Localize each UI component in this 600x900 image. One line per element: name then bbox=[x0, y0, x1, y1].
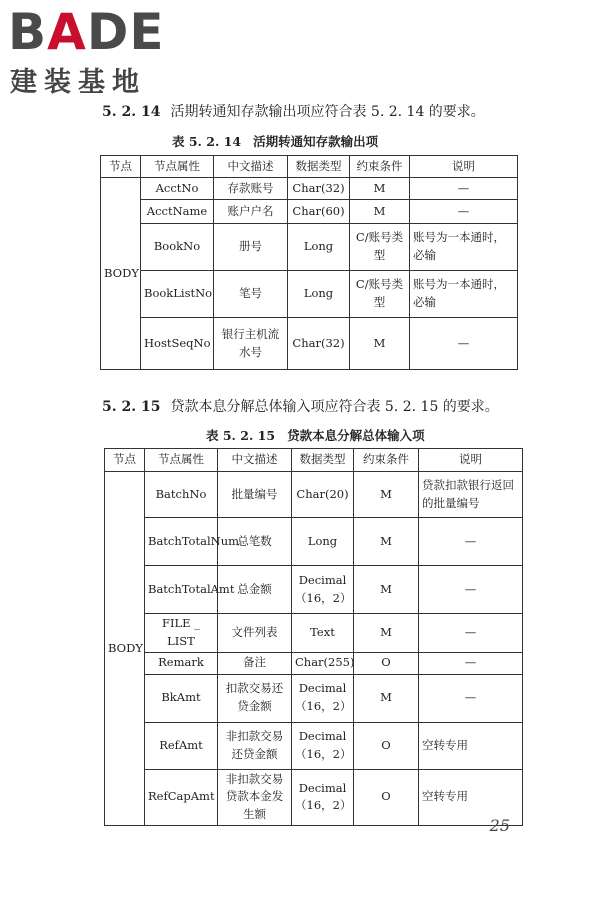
header-cell: 数据类型 bbox=[292, 449, 354, 472]
section-5-2-15 bbox=[102, 396, 499, 416]
table-cell: BkAmt bbox=[145, 674, 218, 722]
table-row bbox=[105, 472, 523, 518]
header-cell: 约束条件 bbox=[354, 449, 419, 472]
logo-subtitle: 建装基地 bbox=[10, 67, 146, 98]
table-cell: M bbox=[354, 566, 419, 614]
table-cell: Char(255) bbox=[292, 652, 354, 674]
table-row bbox=[105, 566, 523, 614]
table-cell: — bbox=[410, 318, 518, 370]
table-row bbox=[105, 614, 523, 653]
section-number: 5. 2. 14 bbox=[102, 104, 161, 120]
table-row bbox=[105, 674, 523, 722]
table-cell: FILE _ LIST bbox=[145, 614, 218, 653]
header-cell: 说明 bbox=[419, 449, 523, 472]
table-cell: M bbox=[354, 614, 419, 653]
table-row bbox=[101, 224, 518, 271]
table-cell: M bbox=[354, 674, 419, 722]
caption-text: 贷款本息分解总体输入项 bbox=[287, 428, 425, 443]
table-cell: AcctName bbox=[141, 200, 214, 224]
table-cell: — bbox=[419, 652, 523, 674]
table-cell: Long bbox=[292, 518, 354, 566]
table-cell: Char(20) bbox=[292, 472, 354, 518]
table-header-row bbox=[101, 156, 518, 178]
table-row bbox=[105, 769, 523, 825]
table-row bbox=[101, 200, 518, 224]
table-cell: Decimal（16，2） bbox=[292, 566, 354, 614]
header-cell: 约束条件 bbox=[350, 156, 410, 178]
caption-text: 活期转通知存款输出项 bbox=[253, 134, 379, 149]
table-cell: Remark bbox=[145, 652, 218, 674]
table-header-row bbox=[105, 449, 523, 472]
table-row bbox=[105, 722, 523, 769]
table-cell: Decimal（16，2） bbox=[292, 769, 354, 825]
table-caption-1 bbox=[172, 132, 378, 150]
header-cell: 中文描述 bbox=[218, 449, 292, 472]
section-text: 贷款本息分解总体输入项应符合表 5. 2. 15 的要求。 bbox=[170, 399, 499, 415]
table-cell: 空转专用 bbox=[419, 722, 523, 769]
table-cell: 账号为一本通时，必输 bbox=[410, 271, 518, 318]
table-cell: M bbox=[354, 472, 419, 518]
table-row bbox=[101, 178, 518, 200]
table-row bbox=[101, 318, 518, 370]
table-row bbox=[105, 652, 523, 674]
table-cell: — bbox=[419, 566, 523, 614]
table-cell: C/账号类型 bbox=[350, 224, 410, 271]
table-row bbox=[101, 271, 518, 318]
table-cell: Decimal（16，2） bbox=[292, 674, 354, 722]
table-cell: 总金额 bbox=[218, 566, 292, 614]
table-cell: O bbox=[354, 652, 419, 674]
table-cell: BookNo bbox=[141, 224, 214, 271]
section-text: 活期转通知存款输出项应符合表 5. 2. 14 的要求。 bbox=[170, 104, 485, 120]
table-cell: BatchNo bbox=[145, 472, 218, 518]
table-cell: 非扣款交易还贷金额 bbox=[218, 722, 292, 769]
table-cell: O bbox=[354, 769, 419, 825]
header-cell: 节点属性 bbox=[141, 156, 214, 178]
table-cell: 扣款交易还贷金额 bbox=[218, 674, 292, 722]
table-cell: — bbox=[419, 518, 523, 566]
table-cell: 备注 bbox=[218, 652, 292, 674]
table-cell: O bbox=[354, 722, 419, 769]
table-cell: 册号 bbox=[214, 224, 288, 271]
header-cell: 节点 bbox=[105, 449, 145, 472]
section-number: 5. 2. 15 bbox=[102, 399, 161, 415]
table-cell: C/账号类型 bbox=[350, 271, 410, 318]
table-cell: BatchTotalNum bbox=[145, 518, 218, 566]
table-cell: 账号为一本通时，必输 bbox=[410, 224, 518, 271]
table-cell: 非扣款交易贷款本金发生额 bbox=[218, 769, 292, 825]
table-cell: HostSeqNo bbox=[141, 318, 214, 370]
header-cell: 节点属性 bbox=[145, 449, 218, 472]
table-cell: 文件列表 bbox=[218, 614, 292, 653]
table-cell: M bbox=[350, 318, 410, 370]
table-cell: — bbox=[410, 178, 518, 200]
table-cell: RefCapAmt bbox=[145, 769, 218, 825]
header-cell: 节点 bbox=[101, 156, 141, 178]
table-cell: 存款账号 bbox=[214, 178, 288, 200]
table-cell: Char(32) bbox=[288, 178, 350, 200]
table-cell: Char(32) bbox=[288, 318, 350, 370]
table-cell: 笔号 bbox=[214, 271, 288, 318]
table-cell: — bbox=[419, 614, 523, 653]
table-5-2-14 bbox=[100, 155, 518, 370]
table-5-2-15 bbox=[104, 448, 523, 826]
header-cell: 数据类型 bbox=[288, 156, 350, 178]
table-cell: — bbox=[419, 674, 523, 722]
header-cell: 说明 bbox=[410, 156, 518, 178]
caption-number: 表 5. 2. 15 bbox=[206, 428, 276, 443]
table-cell: Char(60) bbox=[288, 200, 350, 224]
table-cell: M bbox=[350, 200, 410, 224]
table-cell: 总笔数 bbox=[218, 518, 292, 566]
caption-number: 表 5. 2. 14 bbox=[172, 134, 242, 149]
brand-logo bbox=[8, 4, 183, 96]
header-cell: 中文描述 bbox=[214, 156, 288, 178]
table-cell: 贷款扣款银行返回的批量编号 bbox=[419, 472, 523, 518]
table-cell: 账户户名 bbox=[214, 200, 288, 224]
table-cell: 空转专用 bbox=[419, 769, 523, 825]
table-cell: BookListNo bbox=[141, 271, 214, 318]
table-cell: AcctNo bbox=[141, 178, 214, 200]
table-cell: 银行主机流水号 bbox=[214, 318, 288, 370]
table-cell: 批量编号 bbox=[218, 472, 292, 518]
node-cell: BODY bbox=[105, 472, 145, 826]
logo-wordmark: BADE bbox=[8, 3, 165, 61]
table-cell: BatchTotalAmt bbox=[145, 566, 218, 614]
table-cell: — bbox=[410, 200, 518, 224]
table-cell: Long bbox=[288, 271, 350, 318]
node-cell: BODY bbox=[101, 178, 141, 370]
table-cell: Text bbox=[292, 614, 354, 653]
table-caption-2 bbox=[206, 426, 425, 444]
table-cell: RefAmt bbox=[145, 722, 218, 769]
section-5-2-14 bbox=[102, 101, 485, 121]
table-cell: M bbox=[350, 178, 410, 200]
page-number: 25 bbox=[489, 816, 510, 835]
table-cell: M bbox=[354, 518, 419, 566]
table-row bbox=[105, 518, 523, 566]
table-cell: Decimal（16，2） bbox=[292, 722, 354, 769]
table-cell: Long bbox=[288, 224, 350, 271]
